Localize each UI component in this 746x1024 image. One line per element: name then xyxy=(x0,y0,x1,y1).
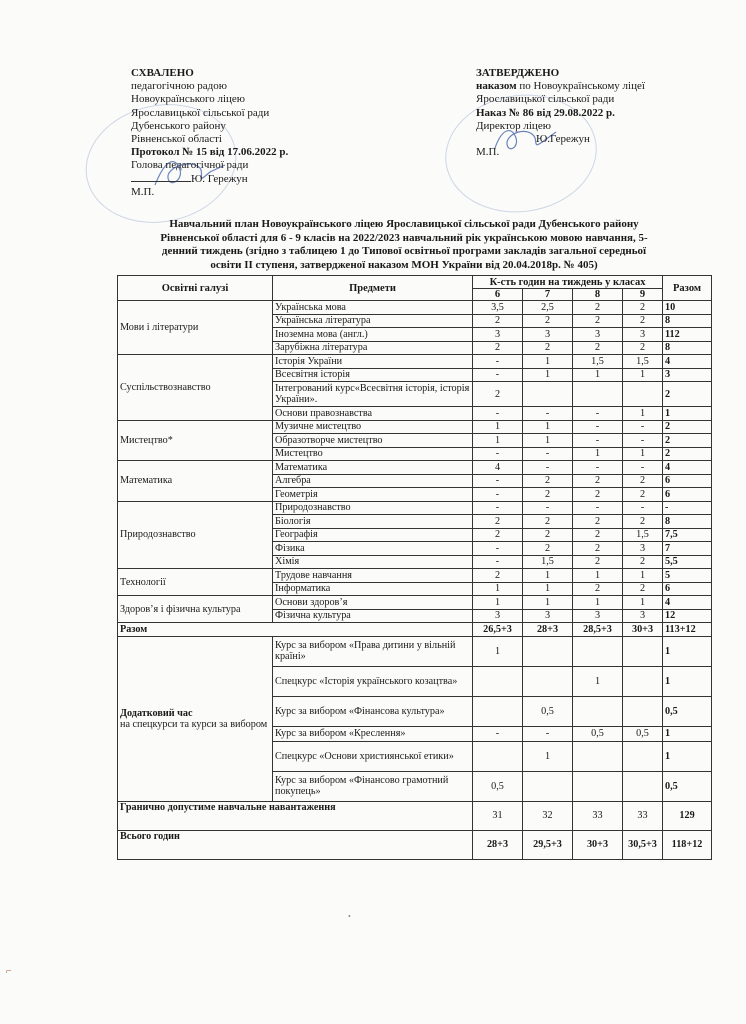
hours-cell: 1 xyxy=(623,407,663,421)
sum-cell: 30+3 xyxy=(623,623,663,637)
hours-cell: 1,5 xyxy=(573,355,623,369)
total-cell: 6 xyxy=(663,582,712,596)
hours-cell xyxy=(573,696,623,726)
header-area: Освітні галузі xyxy=(118,276,273,301)
total-cell: 4 xyxy=(663,355,712,369)
hours-cell: - xyxy=(523,726,573,741)
all-cell: 30,5+3 xyxy=(623,830,663,859)
hours-cell: 0,5 xyxy=(523,696,573,726)
hours-cell xyxy=(623,636,663,666)
hours-cell: 2 xyxy=(523,542,573,556)
hours-cell: 1 xyxy=(523,582,573,596)
mp-line: М.П. xyxy=(476,146,500,159)
hours-cell xyxy=(523,666,573,696)
total-cell: 5,5 xyxy=(663,555,712,569)
hours-cell: - xyxy=(573,434,623,448)
org-line: Новоукраїнського ліцею xyxy=(131,93,246,106)
hours-cell: - xyxy=(473,555,523,569)
hours-cell: 1 xyxy=(523,420,573,434)
table-row xyxy=(118,501,712,515)
hours-cell: 3 xyxy=(623,328,663,342)
order-lead: наказом xyxy=(476,80,517,93)
subject-cell: Зарубіжна література xyxy=(273,341,473,355)
chair-line: Голова педагогічної ради xyxy=(131,159,249,172)
hours-cell xyxy=(573,771,623,801)
area-cell: Мистецтво* xyxy=(118,420,273,461)
hours-cell: - xyxy=(573,407,623,421)
hours-cell: - xyxy=(573,501,623,515)
org-line: Ярославицької сільської ради xyxy=(131,106,270,119)
hours-cell: 1 xyxy=(523,434,573,448)
hours-cell xyxy=(623,771,663,801)
grade-header: 7 xyxy=(523,289,573,301)
hours-cell: 1 xyxy=(523,355,573,369)
hours-cell: 2 xyxy=(623,474,663,488)
area-cell: Природознавство xyxy=(118,501,273,569)
sum-label: Разом xyxy=(118,623,473,637)
hours-cell: - xyxy=(523,407,573,421)
order-rest: по Новоукраїнському ліцеї xyxy=(516,80,645,93)
hours-cell xyxy=(473,666,523,696)
hours-cell: 2 xyxy=(523,488,573,502)
hours-cell: - xyxy=(473,542,523,556)
subject-cell: Українська мова xyxy=(273,301,473,315)
hours-cell: 0,5 xyxy=(473,771,523,801)
total-cell: 6 xyxy=(663,488,712,502)
hours-cell: - xyxy=(623,461,663,475)
signer-name: Ю.Гережун xyxy=(536,133,590,146)
mp-line: М.П. xyxy=(131,185,155,198)
total-cell: 4 xyxy=(663,596,712,610)
hours-cell: 1 xyxy=(473,596,523,610)
org-line: Рівненської області xyxy=(131,133,222,146)
limit-cell: 33 xyxy=(623,801,663,830)
total-cell: 2 xyxy=(663,382,712,407)
hours-cell: 2 xyxy=(573,515,623,529)
limit-total: 129 xyxy=(663,801,712,830)
subject-cell: Українська література xyxy=(273,314,473,328)
limit-cell: 31 xyxy=(473,801,523,830)
hours-cell: 2 xyxy=(573,314,623,328)
extra-area-title: Додатковий час xyxy=(120,707,193,719)
hours-cell: 3 xyxy=(473,328,523,342)
signer-name: Ю. Гережун xyxy=(191,172,248,185)
hours-cell: - xyxy=(473,368,523,382)
hours-cell: 2 xyxy=(573,301,623,315)
hours-cell xyxy=(573,636,623,666)
total-cell: 1 xyxy=(663,407,712,421)
total-cell: 12 xyxy=(663,609,712,623)
area-cell: Мови і літератури xyxy=(118,301,273,355)
subject-cell: Географія xyxy=(273,528,473,542)
hours-cell: - xyxy=(573,420,623,434)
hours-cell: 3 xyxy=(473,609,523,623)
subject-cell: Спецкурс «Історія українського козацтва» xyxy=(273,666,473,696)
all-cell: 30+3 xyxy=(573,830,623,859)
hours-cell: 3 xyxy=(623,609,663,623)
subject-cell: Всесвітня історія xyxy=(273,368,473,382)
order-number: Наказ № 86 від 29.08.2022 р. xyxy=(476,106,615,119)
area-cell: Здоров’я і фізична культура xyxy=(118,596,273,623)
hours-cell xyxy=(573,741,623,771)
sum-row xyxy=(118,623,712,637)
subject-cell: Курс за вибором «Фінансова культура» xyxy=(273,696,473,726)
subject-cell: Історія України xyxy=(273,355,473,369)
extra-area-sub: на спецкурси та курси за вибором xyxy=(120,718,268,730)
hours-cell: - xyxy=(523,447,573,461)
hours-cell: - xyxy=(473,447,523,461)
approval-status: СХВАЛЕНО xyxy=(131,67,194,79)
subject-cell: Іноземна мова (англ.) xyxy=(273,328,473,342)
total-cell: - xyxy=(663,501,712,515)
hours-cell: 3,5 xyxy=(473,301,523,315)
hours-cell: 2 xyxy=(523,528,573,542)
total-cell: 1 xyxy=(663,741,712,771)
hours-cell xyxy=(623,741,663,771)
approval-status: ЗАТВЕРДЖЕНО xyxy=(476,67,560,79)
hours-cell: 1 xyxy=(473,636,523,666)
hours-cell: 1 xyxy=(473,420,523,434)
subject-cell: Музичне мистецтво xyxy=(273,420,473,434)
total-cell: 7,5 xyxy=(663,528,712,542)
hours-cell xyxy=(623,696,663,726)
subject-cell: Інформатика xyxy=(273,582,473,596)
grade-header: 9 xyxy=(623,289,663,301)
all-row xyxy=(118,830,712,859)
limit-cell: 32 xyxy=(523,801,573,830)
subject-cell: Курс за вибором «Фінансово грамотний покупець» xyxy=(273,771,473,801)
hours-cell: 2 xyxy=(523,474,573,488)
approval-block-left xyxy=(131,67,381,199)
hours-cell: 3 xyxy=(573,609,623,623)
area-cell: Суспільствознавство xyxy=(118,355,273,421)
total-cell: 2 xyxy=(663,447,712,461)
limit-cell: 33 xyxy=(573,801,623,830)
total-cell: 8 xyxy=(663,341,712,355)
subject-cell: Курс за вибором «Креслення» xyxy=(273,726,473,741)
org-line: Дубенського району xyxy=(131,119,226,132)
hours-cell xyxy=(523,636,573,666)
hours-cell: 2 xyxy=(473,382,523,407)
hours-cell: 2 xyxy=(473,515,523,529)
signer-line xyxy=(131,173,381,186)
hours-cell xyxy=(473,741,523,771)
table-row xyxy=(118,461,712,475)
hours-cell: 2 xyxy=(573,542,623,556)
subject-cell: Фізика xyxy=(273,542,473,556)
all-cell: 29,5+3 xyxy=(523,830,573,859)
subject-cell: Інтегрований курс«Всесвітня історія, історія України». xyxy=(273,382,473,407)
area-cell: Математика xyxy=(118,461,273,502)
all-total: 118+12 xyxy=(663,830,712,859)
hours-cell: 1 xyxy=(623,447,663,461)
hours-cell: 1,5 xyxy=(623,355,663,369)
total-cell: 112 xyxy=(663,328,712,342)
document-title xyxy=(118,218,690,272)
table-row xyxy=(118,355,712,369)
hours-cell: 0,5 xyxy=(623,726,663,741)
subject-cell: Геометрія xyxy=(273,488,473,502)
position-line: Директор ліцею xyxy=(476,119,551,132)
title-line: Навчальний план Новоукраїнського ліцею Ярославицької сільської ради Дубенського району xyxy=(169,218,639,230)
hours-cell: 2 xyxy=(573,474,623,488)
total-cell: 7 xyxy=(663,542,712,556)
extra-area-cell xyxy=(118,636,273,801)
approval-block-right xyxy=(476,67,716,159)
header-total: Разом xyxy=(663,276,712,301)
hours-cell: 2 xyxy=(623,301,663,315)
all-cell: 28+3 xyxy=(473,830,523,859)
hours-cell: - xyxy=(473,407,523,421)
hours-cell: - xyxy=(573,461,623,475)
hours-cell: - xyxy=(473,726,523,741)
hours-cell: 2 xyxy=(523,314,573,328)
total-cell: 2 xyxy=(663,420,712,434)
subject-cell: Образотворче мистецтво xyxy=(273,434,473,448)
hours-cell xyxy=(573,382,623,407)
hours-cell xyxy=(623,666,663,696)
hours-cell: 2 xyxy=(523,341,573,355)
scan-mark: ⌐ xyxy=(6,966,12,977)
total-cell: 8 xyxy=(663,314,712,328)
signer-line xyxy=(476,133,716,146)
approval-body: педагогічною радою xyxy=(131,80,227,93)
subject-cell: Спецкурс «Основи християнської етики» xyxy=(273,741,473,771)
subject-cell: Фізична культура xyxy=(273,609,473,623)
header-hours: К-сть годин на тиждень у класах xyxy=(473,276,663,289)
hours-cell xyxy=(523,771,573,801)
total-cell: 6 xyxy=(663,474,712,488)
header-subject: Предмети xyxy=(273,276,473,301)
total-cell: 10 xyxy=(663,301,712,315)
hours-cell: 2 xyxy=(523,515,573,529)
hours-cell: 2 xyxy=(623,314,663,328)
hours-cell: 1 xyxy=(523,741,573,771)
subject-cell: Мистецтво xyxy=(273,447,473,461)
total-cell: 0,5 xyxy=(663,771,712,801)
hours-cell: 1 xyxy=(573,666,623,696)
hours-cell: 2 xyxy=(573,488,623,502)
table-row xyxy=(118,636,712,666)
subject-cell: Трудове навчання xyxy=(273,569,473,583)
total-cell: 2 xyxy=(663,434,712,448)
subject-cell: Основи здоров’я xyxy=(273,596,473,610)
grade-header: 6 xyxy=(473,289,523,301)
total-cell: 1 xyxy=(663,636,712,666)
hours-cell: 3 xyxy=(623,542,663,556)
table-row xyxy=(118,596,712,610)
hours-cell: 1 xyxy=(523,596,573,610)
subject-cell: Основи правознавства xyxy=(273,407,473,421)
title-line: денний тиждень (згідно з таблицею 1 до Типової освітньої програми закладів загальної середньої xyxy=(161,245,647,258)
scan-mark: • xyxy=(348,912,351,921)
table-row xyxy=(118,569,712,583)
hours-cell: 1 xyxy=(473,434,523,448)
order-line xyxy=(476,80,716,93)
sum-cell: 26,5+3 xyxy=(473,623,523,637)
hours-cell: 1 xyxy=(523,569,573,583)
hours-cell: - xyxy=(623,434,663,448)
subject-cell: Курс за вибором «Права дитини у вільній країні» xyxy=(273,636,473,666)
hours-cell: - xyxy=(473,355,523,369)
hours-cell: 2 xyxy=(573,341,623,355)
hours-cell: - xyxy=(523,461,573,475)
total-cell: 0,5 xyxy=(663,696,712,726)
hours-cell: 1,5 xyxy=(523,555,573,569)
sum-total: 113+12 xyxy=(663,623,712,637)
area-cell: Технології xyxy=(118,569,273,596)
curriculum-table xyxy=(117,275,712,860)
hours-cell: 1 xyxy=(573,368,623,382)
hours-cell: - xyxy=(473,501,523,515)
hours-cell xyxy=(523,382,573,407)
hours-cell: 1 xyxy=(623,596,663,610)
hours-cell: - xyxy=(473,488,523,502)
hours-cell: 1 xyxy=(523,368,573,382)
total-cell: 3 xyxy=(663,368,712,382)
hours-cell: - xyxy=(623,420,663,434)
hours-cell: 3 xyxy=(573,328,623,342)
hours-cell: 4 xyxy=(473,461,523,475)
sum-cell: 28+3 xyxy=(523,623,573,637)
hours-cell: 3 xyxy=(523,609,573,623)
org-line: Ярославицької сільської ради xyxy=(476,93,615,106)
grade-header: 8 xyxy=(573,289,623,301)
hours-cell: 2 xyxy=(573,582,623,596)
title-line: освіти ІІ ступеня, затвердженої наказом МОН України від 20.04.2018р. № 405) xyxy=(210,258,598,271)
hours-cell: 2 xyxy=(473,314,523,328)
hours-cell: 1 xyxy=(573,447,623,461)
hours-cell: 1,5 xyxy=(623,528,663,542)
limit-label: Гранично допустиме навчальне навантаження xyxy=(118,801,473,830)
hours-cell: 1 xyxy=(623,368,663,382)
hours-cell: 2,5 xyxy=(523,301,573,315)
hours-cell: - xyxy=(523,501,573,515)
hours-cell: 2 xyxy=(623,488,663,502)
total-cell: 5 xyxy=(663,569,712,583)
hours-cell: 2 xyxy=(473,341,523,355)
hours-cell: - xyxy=(623,501,663,515)
subject-cell: Біологія xyxy=(273,515,473,529)
table-row xyxy=(118,420,712,434)
hours-cell xyxy=(473,696,523,726)
hours-cell: 2 xyxy=(473,528,523,542)
limit-row xyxy=(118,801,712,830)
total-cell: 4 xyxy=(663,461,712,475)
hours-cell: 2 xyxy=(623,515,663,529)
all-label: Всього годин xyxy=(118,830,473,859)
total-cell: 1 xyxy=(663,666,712,696)
hours-cell: 0,5 xyxy=(573,726,623,741)
hours-cell: 3 xyxy=(523,328,573,342)
subject-cell: Природознавство xyxy=(273,501,473,515)
subject-cell: Хімія xyxy=(273,555,473,569)
title-line: Рівненської області для 6 - 9 класів на 2022/2023 навчальний рік українською мовою навчання, 5- xyxy=(160,231,648,244)
total-cell: 8 xyxy=(663,515,712,529)
hours-cell: 2 xyxy=(573,555,623,569)
hours-cell: 2 xyxy=(623,582,663,596)
hours-cell: 1 xyxy=(473,582,523,596)
hours-cell: 1 xyxy=(573,569,623,583)
total-cell: 1 xyxy=(663,726,712,741)
hours-cell xyxy=(623,382,663,407)
hours-cell: 2 xyxy=(623,555,663,569)
protocol-line: Протокол № 15 від 17.06.2022 р. xyxy=(131,146,289,159)
table-row xyxy=(118,301,712,315)
hours-cell: 1 xyxy=(623,569,663,583)
hours-cell: 2 xyxy=(573,528,623,542)
subject-cell: Алгебра xyxy=(273,474,473,488)
subject-cell: Математика xyxy=(273,461,473,475)
hours-cell: 2 xyxy=(623,341,663,355)
hours-cell: 1 xyxy=(573,596,623,610)
hours-cell: - xyxy=(473,474,523,488)
hours-cell: 2 xyxy=(473,569,523,583)
sum-cell: 28,5+3 xyxy=(573,623,623,637)
